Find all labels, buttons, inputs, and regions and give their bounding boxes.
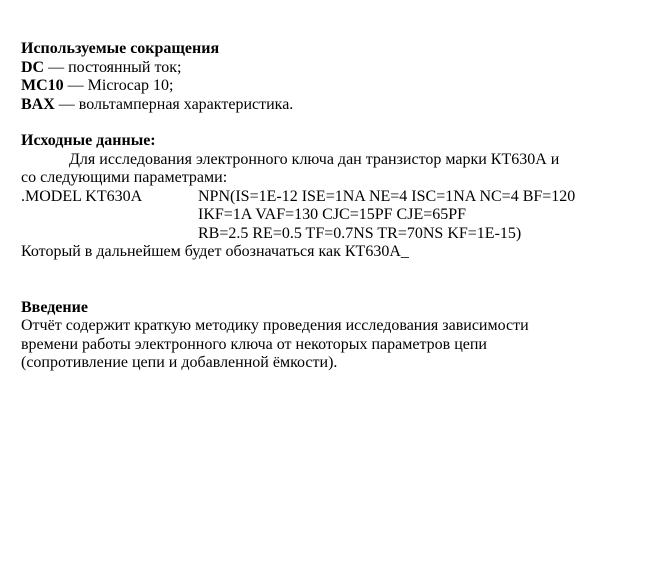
spacer — [21, 262, 651, 299]
abbreviation-term: DC — [21, 58, 45, 76]
document-page — [21, 40, 651, 373]
model-param-line: RB=2.5 RE=0.5 TF=0.7NS TR=70NS KF=1E-15) — [198, 224, 522, 242]
abbreviation-item-dc — [21, 59, 651, 78]
initial-data-closing: Который в дальнейшем будет обозначаться как КТ630А_ — [21, 243, 409, 260]
abbreviation-term: MC10 — [21, 77, 64, 94]
introduction-line: времени работы электронного ключа от некоторых параметров цепи — [21, 335, 487, 353]
introduction-heading: Введение — [21, 298, 88, 316]
abbreviation-desc: — вольтамперная характеристика. — [54, 95, 294, 113]
initial-data-line: Для исследования электронного ключа дан транзистор марки КТ630А и — [69, 150, 560, 168]
abbreviation-desc: — Microcap 10; — [63, 77, 174, 94]
introduction-line: Отчёт содержит краткую методику проведения исследования зависимости — [21, 317, 529, 334]
model-params — [198, 188, 575, 244]
model-param-line: NPN(IS=1E-12 ISE=1NA NE=4 ISC=1NA NC=4 BF=120 — [198, 187, 576, 205]
initial-data-heading: Исходные данные: — [21, 132, 156, 149]
model-name: .MODEL KT630A — [21, 187, 143, 205]
model-row — [21, 188, 651, 244]
abbreviation-item-mc10 — [21, 77, 651, 96]
abbreviation-item-bax — [21, 96, 651, 115]
abbreviation-desc: — постоянный ток; — [44, 58, 182, 76]
initial-data-line: со следующими параметрами: — [21, 169, 228, 186]
spacer — [21, 114, 651, 132]
abbreviation-term: BAX — [21, 95, 55, 113]
introduction-line: (сопротивление цепи и добавленной ёмкости). — [21, 354, 338, 371]
model-param-line: IKF=1A VAF=130 CJC=15PF CJE=65PF — [198, 206, 467, 223]
abbreviations-heading: Используемые сокращения — [21, 40, 220, 57]
